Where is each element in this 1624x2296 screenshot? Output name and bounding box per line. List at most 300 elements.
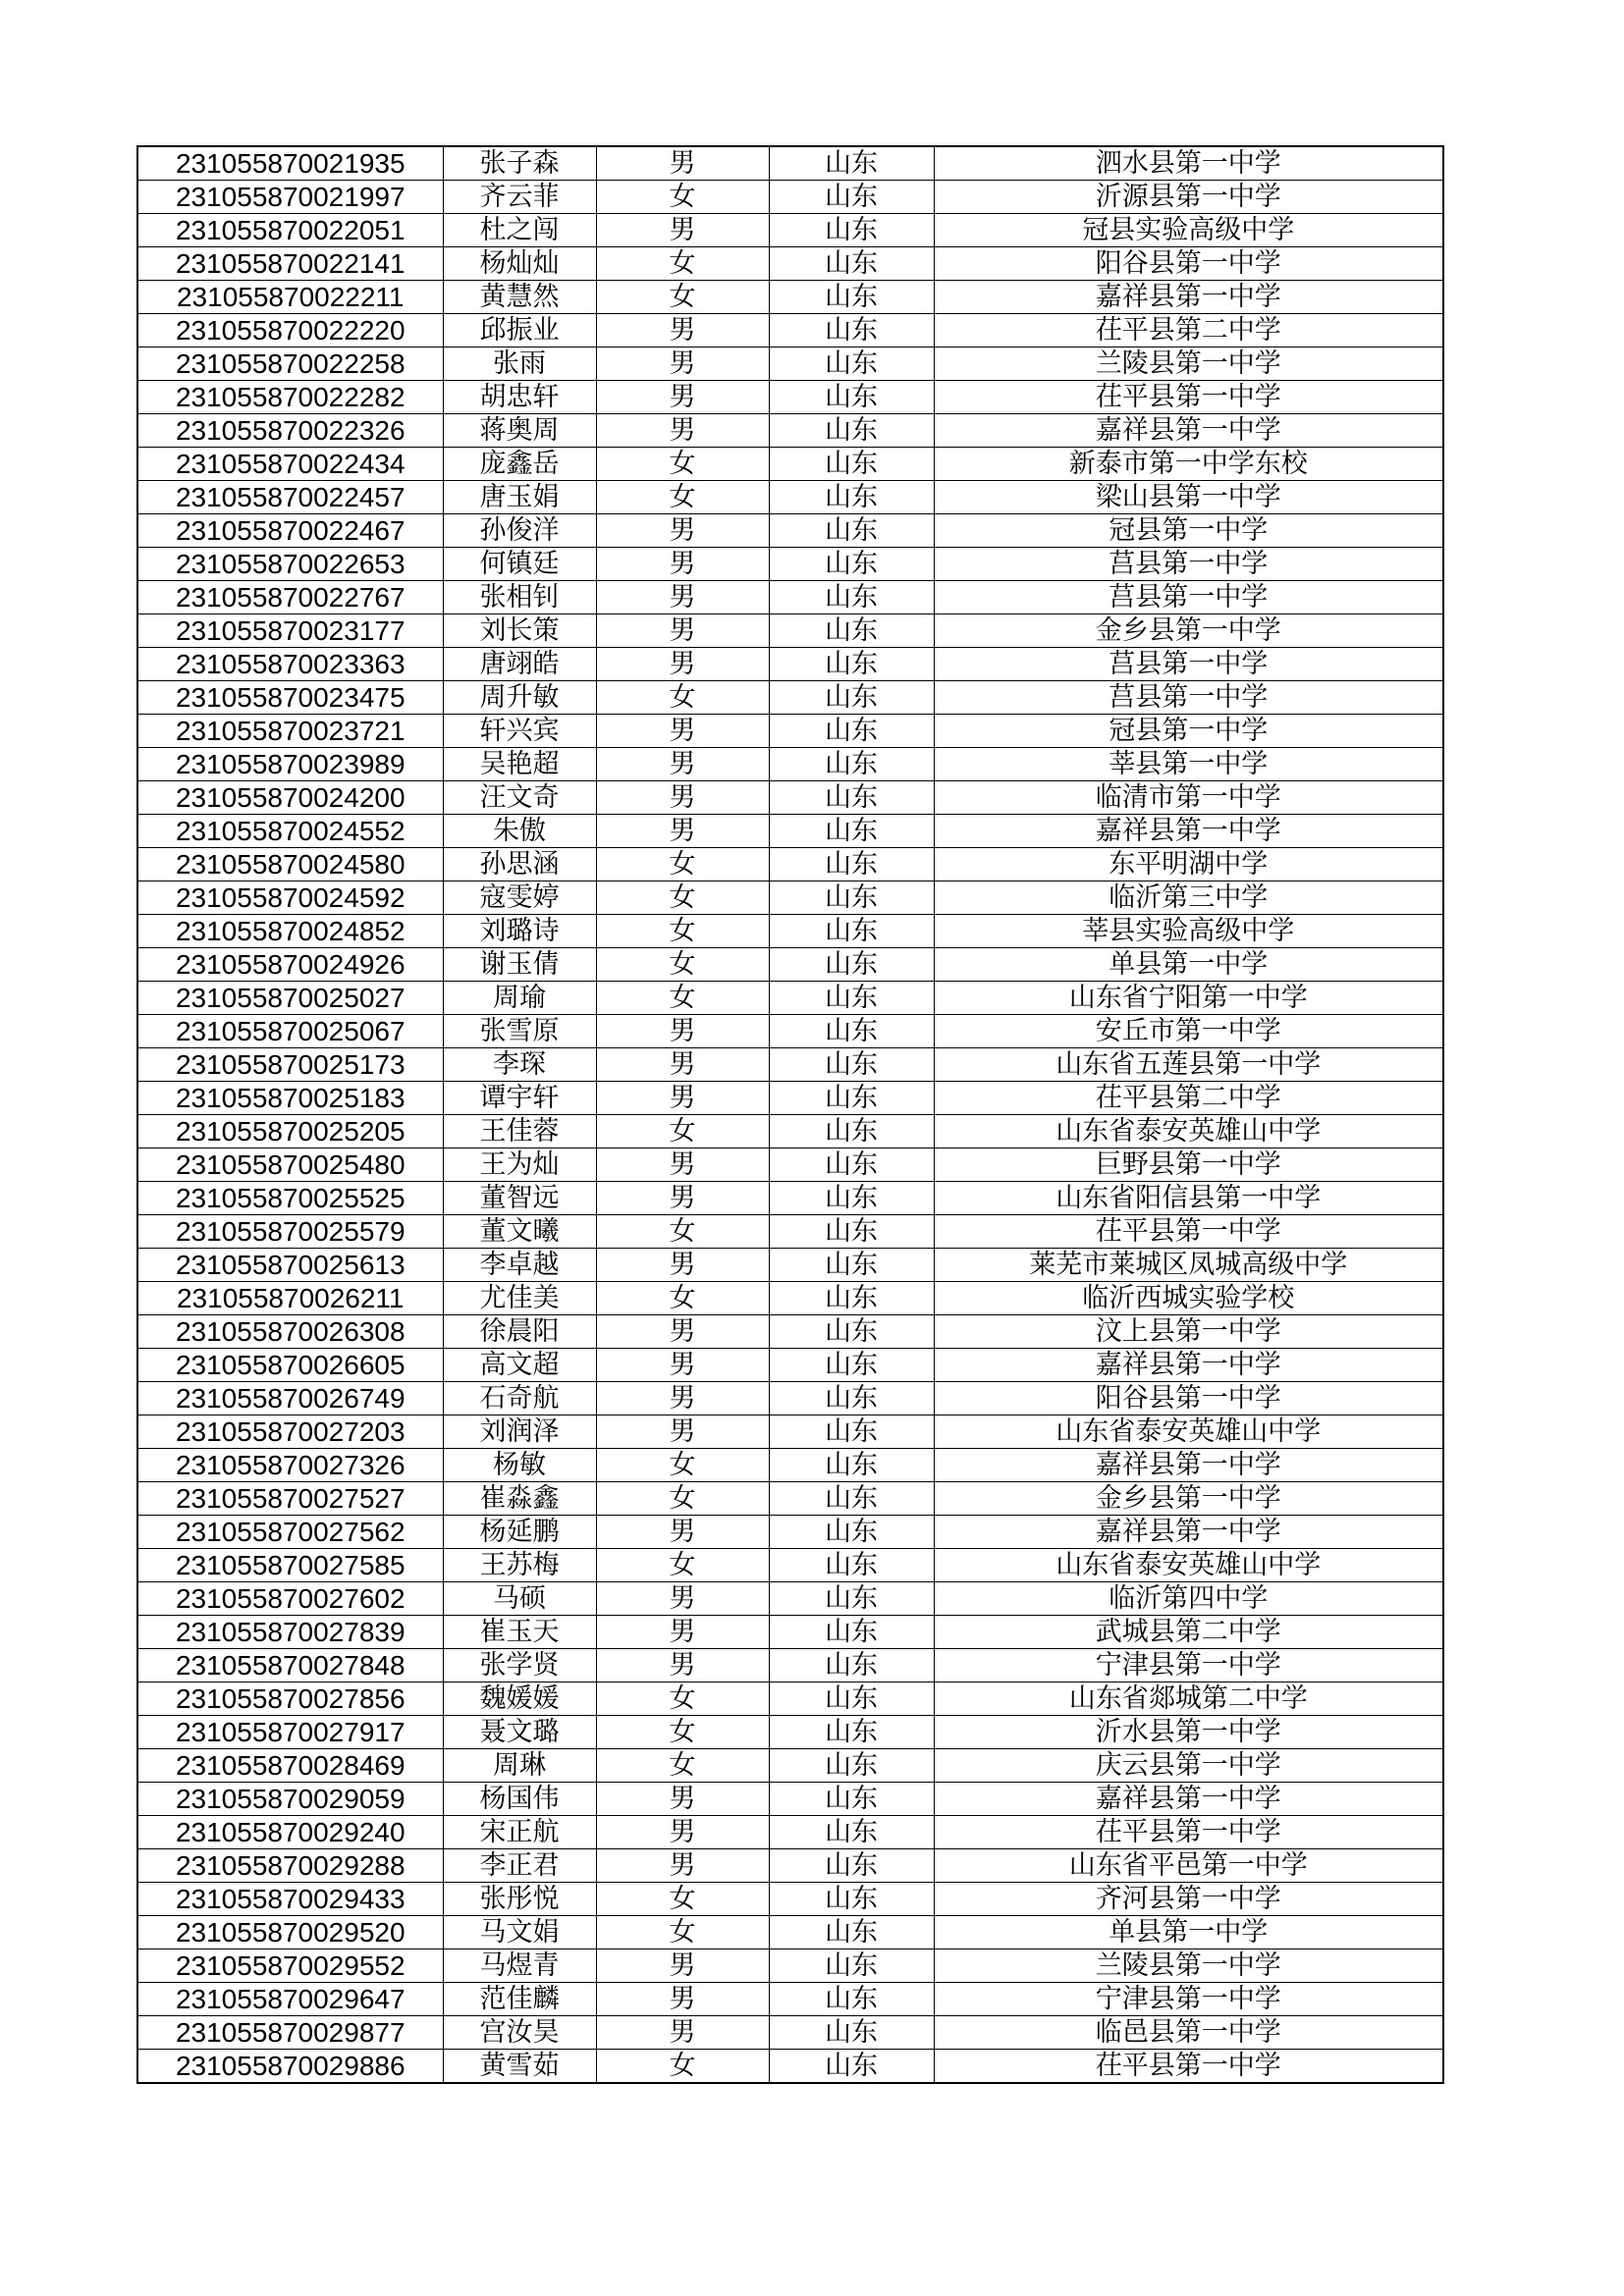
province-cell: 山东 xyxy=(769,1449,934,1482)
student-roster-table xyxy=(136,145,1444,2084)
gender-cell: 男 xyxy=(596,1349,769,1382)
student-name-cell: 马硕 xyxy=(443,1582,596,1616)
school-cell: 山东省宁阳第一中学 xyxy=(934,982,1443,1015)
province-cell: 山东 xyxy=(769,1215,934,1249)
student-name-cell: 黄慧然 xyxy=(443,281,596,314)
student-name-cell: 朱傲 xyxy=(443,815,596,848)
roster-body xyxy=(137,146,1443,2083)
student-name-cell: 魏媛媛 xyxy=(443,1682,596,1716)
gender-cell: 男 xyxy=(596,1582,769,1616)
gender-cell: 男 xyxy=(596,314,769,347)
table-row xyxy=(137,648,1443,681)
table-row xyxy=(137,1883,1443,1916)
province-cell: 山东 xyxy=(769,2050,934,2084)
student-name-cell: 蒋奥周 xyxy=(443,414,596,448)
candidate-id-cell: 231055870022220 xyxy=(137,314,443,347)
school-cell: 嘉祥县第一中学 xyxy=(934,1449,1443,1482)
student-name-cell: 张雨 xyxy=(443,347,596,381)
province-cell: 山东 xyxy=(769,1249,934,1282)
candidate-id-cell: 231055870025067 xyxy=(137,1015,443,1048)
province-cell: 山东 xyxy=(769,748,934,781)
gender-cell: 女 xyxy=(596,1482,769,1516)
candidate-id-cell: 231055870022434 xyxy=(137,448,443,481)
school-cell: 庆云县第一中学 xyxy=(934,1749,1443,1783)
school-cell: 茌平县第一中学 xyxy=(934,381,1443,414)
school-cell: 金乡县第一中学 xyxy=(934,614,1443,648)
candidate-id-cell: 231055870023989 xyxy=(137,748,443,781)
province-cell: 山东 xyxy=(769,915,934,948)
school-cell: 冠县第一中学 xyxy=(934,514,1443,548)
candidate-id-cell: 231055870025173 xyxy=(137,1048,443,1082)
gender-cell: 男 xyxy=(596,2016,769,2050)
province-cell: 山东 xyxy=(769,247,934,281)
school-cell: 齐河县第一中学 xyxy=(934,1883,1443,1916)
gender-cell: 男 xyxy=(596,1382,769,1415)
province-cell: 山东 xyxy=(769,1616,934,1649)
candidate-id-cell: 231055870022653 xyxy=(137,548,443,581)
school-cell: 莒县第一中学 xyxy=(934,648,1443,681)
candidate-id-cell: 231055870027856 xyxy=(137,1682,443,1716)
province-cell: 山东 xyxy=(769,1516,934,1549)
school-cell: 嘉祥县第一中学 xyxy=(934,1349,1443,1382)
province-cell: 山东 xyxy=(769,1916,934,1949)
table-row xyxy=(137,1983,1443,2016)
table-row xyxy=(137,1816,1443,1849)
candidate-id-cell: 231055870027527 xyxy=(137,1482,443,1516)
province-cell: 山东 xyxy=(769,1482,934,1516)
gender-cell: 女 xyxy=(596,448,769,481)
gender-cell: 男 xyxy=(596,748,769,781)
gender-cell: 男 xyxy=(596,146,769,181)
table-row xyxy=(137,1282,1443,1315)
gender-cell: 女 xyxy=(596,1449,769,1482)
student-name-cell: 孙俊洋 xyxy=(443,514,596,548)
school-cell: 山东省阳信县第一中学 xyxy=(934,1182,1443,1215)
student-name-cell: 张彤悦 xyxy=(443,1883,596,1916)
candidate-id-cell: 231055870027585 xyxy=(137,1549,443,1582)
gender-cell: 男 xyxy=(596,1983,769,2016)
school-cell: 阳谷县第一中学 xyxy=(934,1382,1443,1415)
school-cell: 嘉祥县第一中学 xyxy=(934,815,1443,848)
school-cell: 武城县第二中学 xyxy=(934,1616,1443,1649)
province-cell: 山东 xyxy=(769,1015,934,1048)
province-cell: 山东 xyxy=(769,181,934,214)
student-name-cell: 张相钊 xyxy=(443,581,596,614)
table-row xyxy=(137,1048,1443,1082)
province-cell: 山东 xyxy=(769,281,934,314)
student-name-cell: 谭宇轩 xyxy=(443,1082,596,1115)
gender-cell: 女 xyxy=(596,1549,769,1582)
student-name-cell: 王为灿 xyxy=(443,1148,596,1182)
school-cell: 嘉祥县第一中学 xyxy=(934,414,1443,448)
province-cell: 山东 xyxy=(769,214,934,247)
student-name-cell: 刘长策 xyxy=(443,614,596,648)
province-cell: 山东 xyxy=(769,1382,934,1415)
table-row xyxy=(137,614,1443,648)
school-cell: 临邑县第一中学 xyxy=(934,2016,1443,2050)
candidate-id-cell: 231055870025205 xyxy=(137,1115,443,1148)
table-row xyxy=(137,1649,1443,1682)
candidate-id-cell: 231055870024580 xyxy=(137,848,443,881)
province-cell: 山东 xyxy=(769,1649,934,1682)
province-cell: 山东 xyxy=(769,1983,934,2016)
student-name-cell: 齐云菲 xyxy=(443,181,596,214)
school-cell: 冠县第一中学 xyxy=(934,715,1443,748)
table-row xyxy=(137,1148,1443,1182)
candidate-id-cell: 231055870026308 xyxy=(137,1315,443,1349)
gender-cell: 男 xyxy=(596,514,769,548)
candidate-id-cell: 231055870021997 xyxy=(137,181,443,214)
table-row xyxy=(137,1315,1443,1349)
province-cell: 山东 xyxy=(769,1883,934,1916)
candidate-id-cell: 231055870029877 xyxy=(137,2016,443,2050)
table-row xyxy=(137,881,1443,915)
table-row xyxy=(137,1215,1443,1249)
school-cell: 东平明湖中学 xyxy=(934,848,1443,881)
table-row xyxy=(137,1115,1443,1148)
school-cell: 山东省泰安英雄山中学 xyxy=(934,1415,1443,1449)
school-cell: 莱芜市莱城区凤城高级中学 xyxy=(934,1249,1443,1282)
candidate-id-cell: 231055870022467 xyxy=(137,514,443,548)
gender-cell: 女 xyxy=(596,915,769,948)
gender-cell: 男 xyxy=(596,1082,769,1115)
candidate-id-cell: 231055870024200 xyxy=(137,781,443,815)
school-cell: 山东省五莲县第一中学 xyxy=(934,1048,1443,1082)
province-cell: 山东 xyxy=(769,648,934,681)
table-row xyxy=(137,1382,1443,1415)
school-cell: 宁津县第一中学 xyxy=(934,1649,1443,1682)
gender-cell: 男 xyxy=(596,548,769,581)
student-name-cell: 刘璐诗 xyxy=(443,915,596,948)
candidate-id-cell: 231055870025525 xyxy=(137,1182,443,1215)
gender-cell: 女 xyxy=(596,1115,769,1148)
student-name-cell: 周瑜 xyxy=(443,982,596,1015)
student-name-cell: 杨延鹏 xyxy=(443,1516,596,1549)
student-name-cell: 邱振业 xyxy=(443,314,596,347)
table-row xyxy=(137,1783,1443,1816)
province-cell: 山东 xyxy=(769,314,934,347)
table-row xyxy=(137,214,1443,247)
table-row xyxy=(137,1749,1443,1783)
candidate-id-cell: 231055870022326 xyxy=(137,414,443,448)
province-cell: 山东 xyxy=(769,1349,934,1382)
gender-cell: 女 xyxy=(596,181,769,214)
school-cell: 阳谷县第一中学 xyxy=(934,247,1443,281)
gender-cell: 男 xyxy=(596,715,769,748)
student-name-cell: 周琳 xyxy=(443,1749,596,1783)
gender-cell: 男 xyxy=(596,1182,769,1215)
student-name-cell: 何镇廷 xyxy=(443,548,596,581)
gender-cell: 女 xyxy=(596,681,769,715)
candidate-id-cell: 231055870027839 xyxy=(137,1616,443,1649)
student-name-cell: 高文超 xyxy=(443,1349,596,1382)
province-cell: 山东 xyxy=(769,381,934,414)
gender-cell: 男 xyxy=(596,1649,769,1682)
student-name-cell: 轩兴宾 xyxy=(443,715,596,748)
table-row xyxy=(137,181,1443,214)
candidate-id-cell: 231055870029288 xyxy=(137,1849,443,1883)
province-cell: 山东 xyxy=(769,581,934,614)
province-cell: 山东 xyxy=(769,1949,934,1983)
candidate-id-cell: 231055870029886 xyxy=(137,2050,443,2084)
table-row xyxy=(137,1716,1443,1749)
table-row xyxy=(137,915,1443,948)
school-cell: 安丘市第一中学 xyxy=(934,1015,1443,1048)
gender-cell: 男 xyxy=(596,781,769,815)
candidate-id-cell: 231055870026211 xyxy=(137,1282,443,1315)
table-row xyxy=(137,1415,1443,1449)
student-name-cell: 汪文奇 xyxy=(443,781,596,815)
student-name-cell: 张学贤 xyxy=(443,1649,596,1682)
school-cell: 莒县第一中学 xyxy=(934,581,1443,614)
candidate-id-cell: 231055870023177 xyxy=(137,614,443,648)
student-name-cell: 石奇航 xyxy=(443,1382,596,1415)
student-name-cell: 马文娟 xyxy=(443,1916,596,1949)
table-row xyxy=(137,982,1443,1015)
student-name-cell: 杨国伟 xyxy=(443,1783,596,1816)
table-row xyxy=(137,1182,1443,1215)
school-cell: 巨野县第一中学 xyxy=(934,1148,1443,1182)
table-row xyxy=(137,1015,1443,1048)
candidate-id-cell: 231055870022211 xyxy=(137,281,443,314)
student-name-cell: 李琛 xyxy=(443,1048,596,1082)
student-name-cell: 宋正航 xyxy=(443,1816,596,1849)
candidate-id-cell: 231055870029552 xyxy=(137,1949,443,1983)
student-name-cell: 王苏梅 xyxy=(443,1549,596,1582)
student-name-cell: 寇雯婷 xyxy=(443,881,596,915)
gender-cell: 女 xyxy=(596,481,769,514)
student-name-cell: 周升敏 xyxy=(443,681,596,715)
candidate-id-cell: 231055870027562 xyxy=(137,1516,443,1549)
school-cell: 茌平县第一中学 xyxy=(934,2050,1443,2084)
candidate-id-cell: 231055870022258 xyxy=(137,347,443,381)
gender-cell: 男 xyxy=(596,1783,769,1816)
province-cell: 山东 xyxy=(769,347,934,381)
table-row xyxy=(137,1482,1443,1516)
gender-cell: 女 xyxy=(596,1682,769,1716)
province-cell: 山东 xyxy=(769,1716,934,1749)
province-cell: 山东 xyxy=(769,146,934,181)
province-cell: 山东 xyxy=(769,548,934,581)
province-cell: 山东 xyxy=(769,1749,934,1783)
gender-cell: 男 xyxy=(596,1616,769,1649)
table-row xyxy=(137,1549,1443,1582)
student-name-cell: 黄雪茹 xyxy=(443,2050,596,2084)
candidate-id-cell: 231055870025613 xyxy=(137,1249,443,1282)
student-name-cell: 张雪原 xyxy=(443,1015,596,1048)
school-cell: 莘县第一中学 xyxy=(934,748,1443,781)
student-name-cell: 宫汝昊 xyxy=(443,2016,596,2050)
school-cell: 沂源县第一中学 xyxy=(934,181,1443,214)
school-cell: 汶上县第一中学 xyxy=(934,1315,1443,1349)
candidate-id-cell: 231055870027917 xyxy=(137,1716,443,1749)
gender-cell: 男 xyxy=(596,1849,769,1883)
table-row xyxy=(137,1682,1443,1716)
table-row xyxy=(137,1916,1443,1949)
province-cell: 山东 xyxy=(769,448,934,481)
table-row xyxy=(137,448,1443,481)
school-cell: 宁津县第一中学 xyxy=(934,1983,1443,2016)
gender-cell: 女 xyxy=(596,881,769,915)
student-name-cell: 庞鑫岳 xyxy=(443,448,596,481)
school-cell: 山东省郯城第二中学 xyxy=(934,1682,1443,1716)
school-cell: 冠县实验高级中学 xyxy=(934,214,1443,247)
gender-cell: 男 xyxy=(596,1315,769,1349)
school-cell: 茌平县第二中学 xyxy=(934,314,1443,347)
school-cell: 梁山县第一中学 xyxy=(934,481,1443,514)
table-row xyxy=(137,347,1443,381)
school-cell: 山东省平邑第一中学 xyxy=(934,1849,1443,1883)
gender-cell: 女 xyxy=(596,247,769,281)
student-name-cell: 马煜青 xyxy=(443,1949,596,1983)
table-row xyxy=(137,548,1443,581)
candidate-id-cell: 231055870025480 xyxy=(137,1148,443,1182)
gender-cell: 男 xyxy=(596,1249,769,1282)
student-name-cell: 李卓越 xyxy=(443,1249,596,1282)
school-cell: 茌平县第二中学 xyxy=(934,1082,1443,1115)
table-row xyxy=(137,1349,1443,1382)
candidate-id-cell: 231055870027326 xyxy=(137,1449,443,1482)
gender-cell: 女 xyxy=(596,1883,769,1916)
province-cell: 山东 xyxy=(769,815,934,848)
student-name-cell: 杨灿灿 xyxy=(443,247,596,281)
province-cell: 山东 xyxy=(769,1182,934,1215)
student-name-cell: 崔淼鑫 xyxy=(443,1482,596,1516)
province-cell: 山东 xyxy=(769,881,934,915)
gender-cell: 男 xyxy=(596,648,769,681)
candidate-id-cell: 231055870024552 xyxy=(137,815,443,848)
candidate-id-cell: 231055870022051 xyxy=(137,214,443,247)
province-cell: 山东 xyxy=(769,1415,934,1449)
candidate-id-cell: 231055870029059 xyxy=(137,1783,443,1816)
gender-cell: 男 xyxy=(596,414,769,448)
table-row xyxy=(137,1082,1443,1115)
table-row xyxy=(137,1616,1443,1649)
table-row xyxy=(137,1582,1443,1616)
student-name-cell: 崔玉天 xyxy=(443,1616,596,1649)
gender-cell: 男 xyxy=(596,1015,769,1048)
table-row xyxy=(137,681,1443,715)
gender-cell: 男 xyxy=(596,347,769,381)
province-cell: 山东 xyxy=(769,1082,934,1115)
table-row xyxy=(137,748,1443,781)
candidate-id-cell: 231055870029520 xyxy=(137,1916,443,1949)
gender-cell: 女 xyxy=(596,982,769,1015)
candidate-id-cell: 231055870024592 xyxy=(137,881,443,915)
gender-cell: 男 xyxy=(596,581,769,614)
school-cell: 沂水县第一中学 xyxy=(934,1716,1443,1749)
table-row xyxy=(137,247,1443,281)
table-row xyxy=(137,146,1443,181)
student-name-cell: 范佳麟 xyxy=(443,1983,596,2016)
candidate-id-cell: 231055870021935 xyxy=(137,146,443,181)
province-cell: 山东 xyxy=(769,781,934,815)
gender-cell: 女 xyxy=(596,1749,769,1783)
school-cell: 单县第一中学 xyxy=(934,948,1443,982)
student-name-cell: 王佳蓉 xyxy=(443,1115,596,1148)
student-name-cell: 刘润泽 xyxy=(443,1415,596,1449)
candidate-id-cell: 231055870022141 xyxy=(137,247,443,281)
student-name-cell: 董文曦 xyxy=(443,1215,596,1249)
school-cell: 单县第一中学 xyxy=(934,1916,1443,1949)
candidate-id-cell: 231055870029647 xyxy=(137,1983,443,2016)
candidate-id-cell: 231055870024926 xyxy=(137,948,443,982)
table-row xyxy=(137,948,1443,982)
school-cell: 临沂西城实验学校 xyxy=(934,1282,1443,1315)
candidate-id-cell: 231055870026605 xyxy=(137,1349,443,1382)
gender-cell: 男 xyxy=(596,381,769,414)
student-name-cell: 徐晨阳 xyxy=(443,1315,596,1349)
candidate-id-cell: 231055870022282 xyxy=(137,381,443,414)
table-row xyxy=(137,1449,1443,1482)
gender-cell: 女 xyxy=(596,2050,769,2084)
province-cell: 山东 xyxy=(769,1783,934,1816)
gender-cell: 女 xyxy=(596,948,769,982)
province-cell: 山东 xyxy=(769,1115,934,1148)
school-cell: 茌平县第一中学 xyxy=(934,1215,1443,1249)
student-name-cell: 尤佳美 xyxy=(443,1282,596,1315)
province-cell: 山东 xyxy=(769,1048,934,1082)
student-name-cell: 杜之闯 xyxy=(443,214,596,247)
table-row xyxy=(137,815,1443,848)
gender-cell: 男 xyxy=(596,214,769,247)
student-name-cell: 李正君 xyxy=(443,1849,596,1883)
candidate-id-cell: 231055870025579 xyxy=(137,1215,443,1249)
province-cell: 山东 xyxy=(769,414,934,448)
school-cell: 莘县实验高级中学 xyxy=(934,915,1443,948)
province-cell: 山东 xyxy=(769,514,934,548)
student-name-cell: 唐翊皓 xyxy=(443,648,596,681)
province-cell: 山东 xyxy=(769,1816,934,1849)
school-cell: 新泰市第一中学东校 xyxy=(934,448,1443,481)
candidate-id-cell: 231055870027848 xyxy=(137,1649,443,1682)
gender-cell: 女 xyxy=(596,848,769,881)
gender-cell: 男 xyxy=(596,1516,769,1549)
table-row xyxy=(137,481,1443,514)
student-name-cell: 董智远 xyxy=(443,1182,596,1215)
gender-cell: 男 xyxy=(596,1048,769,1082)
school-cell: 泗水县第一中学 xyxy=(934,146,1443,181)
province-cell: 山东 xyxy=(769,982,934,1015)
candidate-id-cell: 231055870022457 xyxy=(137,481,443,514)
candidate-id-cell: 231055870024852 xyxy=(137,915,443,948)
school-cell: 山东省泰安英雄山中学 xyxy=(934,1115,1443,1148)
student-name-cell: 胡忠轩 xyxy=(443,381,596,414)
candidate-id-cell: 231055870025027 xyxy=(137,982,443,1015)
student-name-cell: 唐玉娟 xyxy=(443,481,596,514)
table-row xyxy=(137,781,1443,815)
student-name-cell: 聂文璐 xyxy=(443,1716,596,1749)
school-cell: 嘉祥县第一中学 xyxy=(934,1516,1443,1549)
school-cell: 临清市第一中学 xyxy=(934,781,1443,815)
candidate-id-cell: 231055870027602 xyxy=(137,1582,443,1616)
gender-cell: 男 xyxy=(596,1816,769,1849)
candidate-id-cell: 231055870023721 xyxy=(137,715,443,748)
table-row xyxy=(137,1249,1443,1282)
student-name-cell: 张子森 xyxy=(443,146,596,181)
table-row xyxy=(137,715,1443,748)
school-cell: 嘉祥县第一中学 xyxy=(934,1783,1443,1816)
gender-cell: 女 xyxy=(596,281,769,314)
candidate-id-cell: 231055870027203 xyxy=(137,1415,443,1449)
table-row xyxy=(137,281,1443,314)
table-row xyxy=(137,314,1443,347)
gender-cell: 女 xyxy=(596,1282,769,1315)
province-cell: 山东 xyxy=(769,715,934,748)
gender-cell: 男 xyxy=(596,1949,769,1983)
gender-cell: 男 xyxy=(596,614,769,648)
gender-cell: 男 xyxy=(596,815,769,848)
